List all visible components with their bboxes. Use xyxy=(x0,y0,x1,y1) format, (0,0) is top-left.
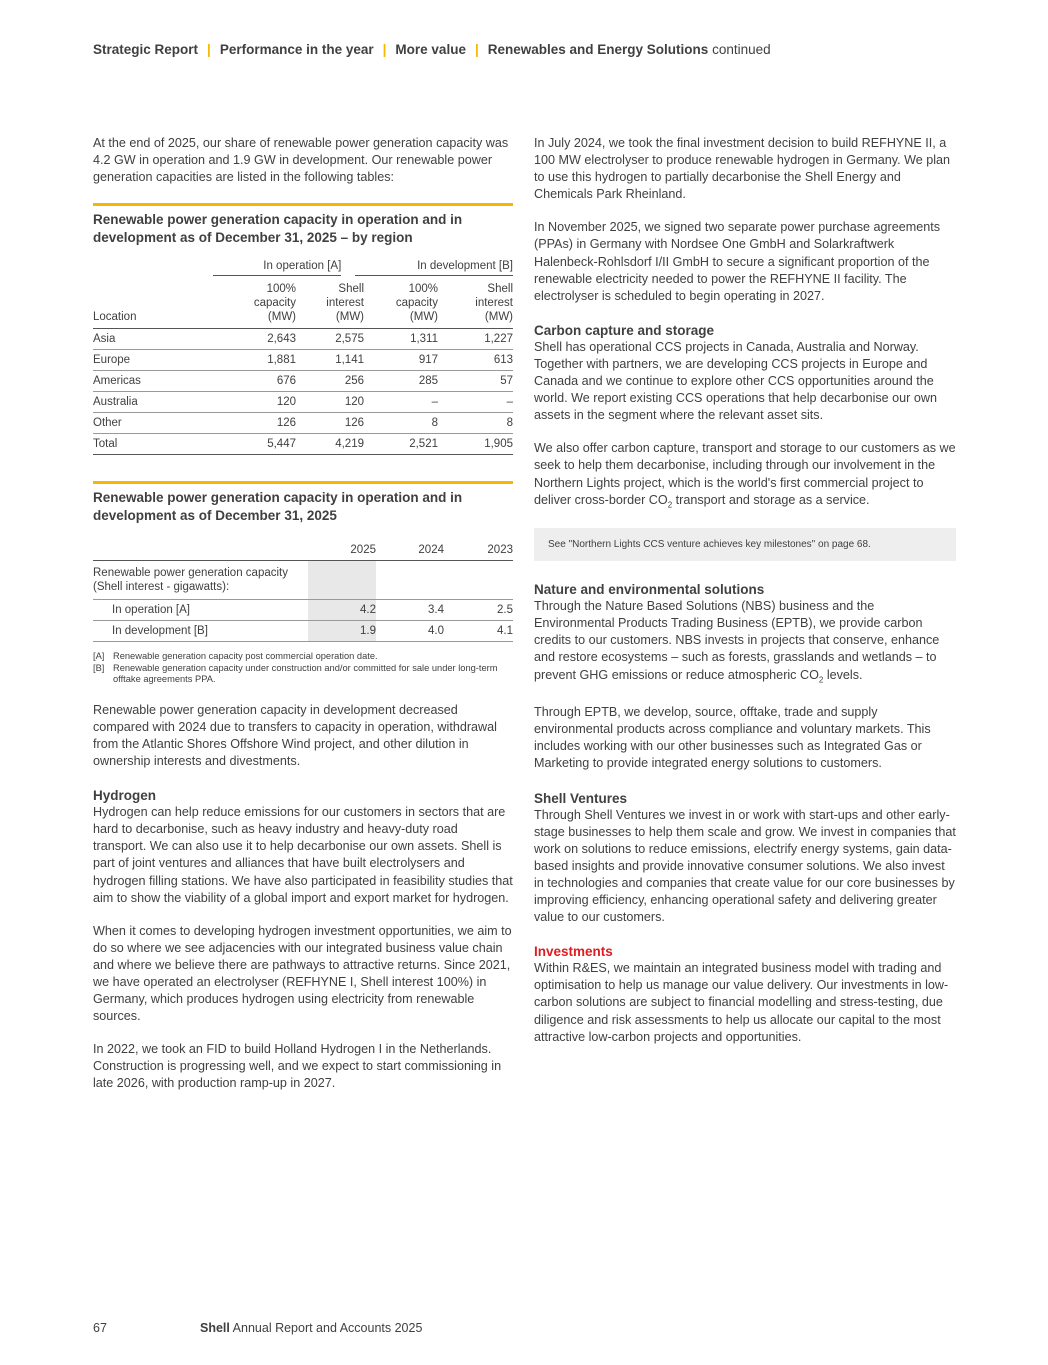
cell: 8 xyxy=(364,413,438,434)
shell-ventures-paragraph: Through Shell Ventures we invest in or work with start-ups and other early-stage businesses to help them scale and grow. We invest in companies that work on solutions to reduce emissions, electrify energy systems, gain data-based insights and provide innovative consumer solutions. We also invest in technologies and companies that create value for our core businesses by improving efficiency, enhancing operational safety and delivering greater value to our customers. xyxy=(534,807,956,925)
hydrogen-paragraph-1: Hydrogen can help reduce emissions for our customers in sectors that are hard to decarbonise, such as heavy industry and heavy-duty road transport. We can also use it to help decarbonise our own assets. Shell is part of joint ventures and alliances that have built electrolysers and hydrogen filling stations. We have also participated in feasibility studies that aim to show the viability of a global import and export market for hydrogen. xyxy=(93,805,513,905)
cell: 1,141 xyxy=(296,350,364,371)
col-shell-interest-dev: Shell interest (MW) xyxy=(438,276,513,329)
cell: 917 xyxy=(364,350,438,371)
table-row xyxy=(93,350,513,371)
cell: 2,575 xyxy=(296,329,364,350)
page-footer xyxy=(93,1321,423,1335)
investments-paragraph: Within R&ES, we maintain an integrated business model with trading and optimisation to help us manage our value delivery. Our investments in low-carbon solutions are subject to financial modelling and stress-testing, due diligence and risk assessments to help us allocate our capital to the most attractive low-carbon projects and opportunities. xyxy=(534,961,949,1044)
cell: 676 xyxy=(213,371,296,392)
table-row xyxy=(93,371,513,392)
cell: 1,311 xyxy=(364,329,438,350)
refhyne-fid-paragraph: In July 2024, we took the final investment decision to build REFHYNE II, a 100 MW electrolyser to produce renewable hydrogen in Germany. We plan to use this hydrogen to partially decarbonise the Shell Energy and Chemicals Park Rheinland. xyxy=(534,136,951,202)
table2-title: Renewable power generation capacity in operation and in development as of December 31, 2025 xyxy=(93,481,513,524)
table-row xyxy=(93,621,513,642)
nature-heading: Nature and environmental solutions xyxy=(534,582,765,598)
cell: 613 xyxy=(438,350,513,371)
breadcrumb-separator: | xyxy=(382,42,387,57)
cell: – xyxy=(438,392,513,413)
cell: 256 xyxy=(296,371,364,392)
northern-lights-callout[interactable]: See "Northern Lights CCS venture achieves key milestones" on page 68. xyxy=(534,528,956,561)
breadcrumb-continued: continued xyxy=(712,42,771,57)
cell: 2,643 xyxy=(213,329,296,350)
ccs-heading: Carbon capture and storage xyxy=(534,322,715,338)
investments-heading: Investments xyxy=(534,944,613,960)
cell: 120 xyxy=(213,392,296,413)
nature-paragraph-2: Through EPTB, we develop, source, offtake, trade and supply environmental products across compliance and voluntary markets. This includes working with our other businesses such as Integrated Gas or Marketing to provide integrated energy solutions to customers. xyxy=(534,705,931,771)
cell: 2.5 xyxy=(444,600,513,621)
breadcrumb-performance[interactable]: Performance in the year xyxy=(219,42,374,57)
row-label: Americas xyxy=(93,371,213,392)
col-100-capacity: 100% capacity (MW) xyxy=(213,276,296,329)
cell: 1,227 xyxy=(438,329,513,350)
col-shell-interest: Shell interest (MW) xyxy=(296,276,364,329)
left-column xyxy=(93,135,513,1093)
cell: – xyxy=(364,392,438,413)
row-label: Australia xyxy=(93,392,213,413)
report-title: Shell Annual Report and Accounts 2025 xyxy=(200,1321,423,1335)
table1-title: Renewable power generation capacity in operation and in development as of December 31, 2025 – by region xyxy=(93,203,513,246)
row-label: Asia xyxy=(93,329,213,350)
cell: 120 xyxy=(296,392,364,413)
row-label: In development [B] xyxy=(93,621,308,642)
col-year-2023: 2023 xyxy=(444,530,513,561)
hydrogen-paragraph-2: When it comes to developing hydrogen investment opportunities, we aim to do so where we see adjacencies with our integrated business value chain and where we believe there are pathways to attractive returns. Since 2021, we have operated an electrolyser (REFHYNE I, Shell interest 100%) in Germany, which produces hydrogen using electricity from renewable sources. xyxy=(93,923,512,1024)
row-label: Europe xyxy=(93,350,213,371)
ppa-paragraph: In November 2025, we signed two separate power purchase agreements (PPAs) in Germany with Nordsee One GmbH and Solarkraftwerk Halenbeck-Rohlsdorf I/II GmbH to secure a significant proportion of the renewable electricity needed to power the REFHYNE II facility. The electrolyser is scheduled to begin operating in 2027. xyxy=(534,220,941,303)
row-label: Other xyxy=(93,413,213,434)
cell: 285 xyxy=(364,371,438,392)
hydrogen-heading: Hydrogen xyxy=(93,788,157,804)
cell: 3.4 xyxy=(376,600,444,621)
footnote: [B] Renewable generation capacity under construction and/or committed for sale under long-term offtake agreements PPA. xyxy=(93,662,498,685)
page-number: 67 xyxy=(93,1321,107,1335)
capacity-group-label: Renewable power generation capacity (Shell interest - gigawatts): xyxy=(93,567,288,594)
intro-paragraph: At the end of 2025, our share of renewable power generation capacity was 4.2 GW in operation and 1.9 GW in development. Our renewable power generation capacities are listed in the following tables: xyxy=(93,136,509,185)
col-year-2025: 2025 xyxy=(308,530,376,561)
cell: 4,219 xyxy=(296,434,364,455)
shell-brand: Shell xyxy=(200,1321,230,1335)
ccs-paragraph-2: We also offer carbon capture, transport and storage to our customers as we seek to help them decarbonise, including through our involvement in the Northern Lights project, which is the world's first commercial project to deliver cross-border $CO_2$ transport and storage as a service. xyxy=(534,441,956,510)
nature-paragraph-1: Through the Nature Based Solutions (NBS) business and the Environmental Products Trading Business (EPTB), we provide carbon credits to our customers. NBS invests in projects that conserve, enhance and restore ecosystems – such as forests, grasslands and wetlands – to prevent GHG emissions or reduce atmospheric $CO_2$ levels. xyxy=(534,599,940,685)
breadcrumb-separator: | xyxy=(474,42,479,57)
col-100-capacity-dev: 100% capacity (MW) xyxy=(364,276,438,329)
breadcrumb-strategic-report[interactable]: Strategic Report xyxy=(93,42,199,57)
right-column xyxy=(534,135,956,1046)
cell: 2,521 xyxy=(364,434,438,455)
breadcrumb-renewables[interactable]: Renewables and Energy Solutions xyxy=(487,42,709,57)
hydrogen-paragraph-3: In 2022, we took an FID to build Holland Hydrogen I in the Netherlands. Construction is progressing well, and we expect to start commissioning in late 2026, with production ramp-up in 2027. xyxy=(93,1042,502,1091)
footnote: [A] Renewable generation capacity post commercial operation date. xyxy=(93,651,378,662)
cell: 57 xyxy=(438,371,513,392)
cell: 5,447 xyxy=(213,434,296,455)
table-row-label xyxy=(93,561,513,600)
table-row xyxy=(93,600,513,621)
capacity-by-region-table xyxy=(93,252,513,276)
table-row xyxy=(93,392,513,413)
col-location: Location xyxy=(93,276,213,329)
cell: 1.9 xyxy=(308,621,376,642)
capacity-summary-table xyxy=(93,530,513,642)
cell: 4.0 xyxy=(376,621,444,642)
row-label: In operation [A] xyxy=(93,600,308,621)
cell: 4.1 xyxy=(444,621,513,642)
breadcrumb-more-value[interactable]: More value xyxy=(395,42,466,57)
cell: 1,881 xyxy=(213,350,296,371)
table-row xyxy=(93,329,513,350)
cell: 4.2 xyxy=(308,600,376,621)
capacity-by-region-table-body xyxy=(93,276,513,455)
cell: 8 xyxy=(438,413,513,434)
capacity-decrease-paragraph: Renewable power generation capacity in development decreased compared with 2024 due to transfers to capacity in operation, withdrawal from the Atlantic Shores Offshore Wind project, and other dilution in ownership interests and divestments. xyxy=(93,702,497,769)
ccs-paragraph-1: Shell has operational CCS projects in Canada, Australia and Norway. Together with partners, we are developing CCS projects in Europe and Canada and we continue to explore other CCS opportunities around the world. We report existing CCS operations that help decarbonise our own assets in the segment where the relevant asset sits. xyxy=(534,339,937,423)
shell-ventures-heading: Shell Ventures xyxy=(534,790,628,806)
table-row-total xyxy=(93,434,513,455)
footnotes xyxy=(93,651,513,686)
cell: 126 xyxy=(296,413,364,434)
cell: 1,905 xyxy=(438,434,513,455)
table-row xyxy=(93,413,513,434)
breadcrumb xyxy=(93,42,771,57)
breadcrumb-separator: | xyxy=(207,42,211,57)
cell: 126 xyxy=(213,413,296,434)
col-year-2024: 2024 xyxy=(376,530,444,561)
row-label: Total xyxy=(93,434,213,455)
group-in-operation: In operation [A] xyxy=(213,252,341,276)
group-in-development: In development [B] xyxy=(355,252,513,276)
